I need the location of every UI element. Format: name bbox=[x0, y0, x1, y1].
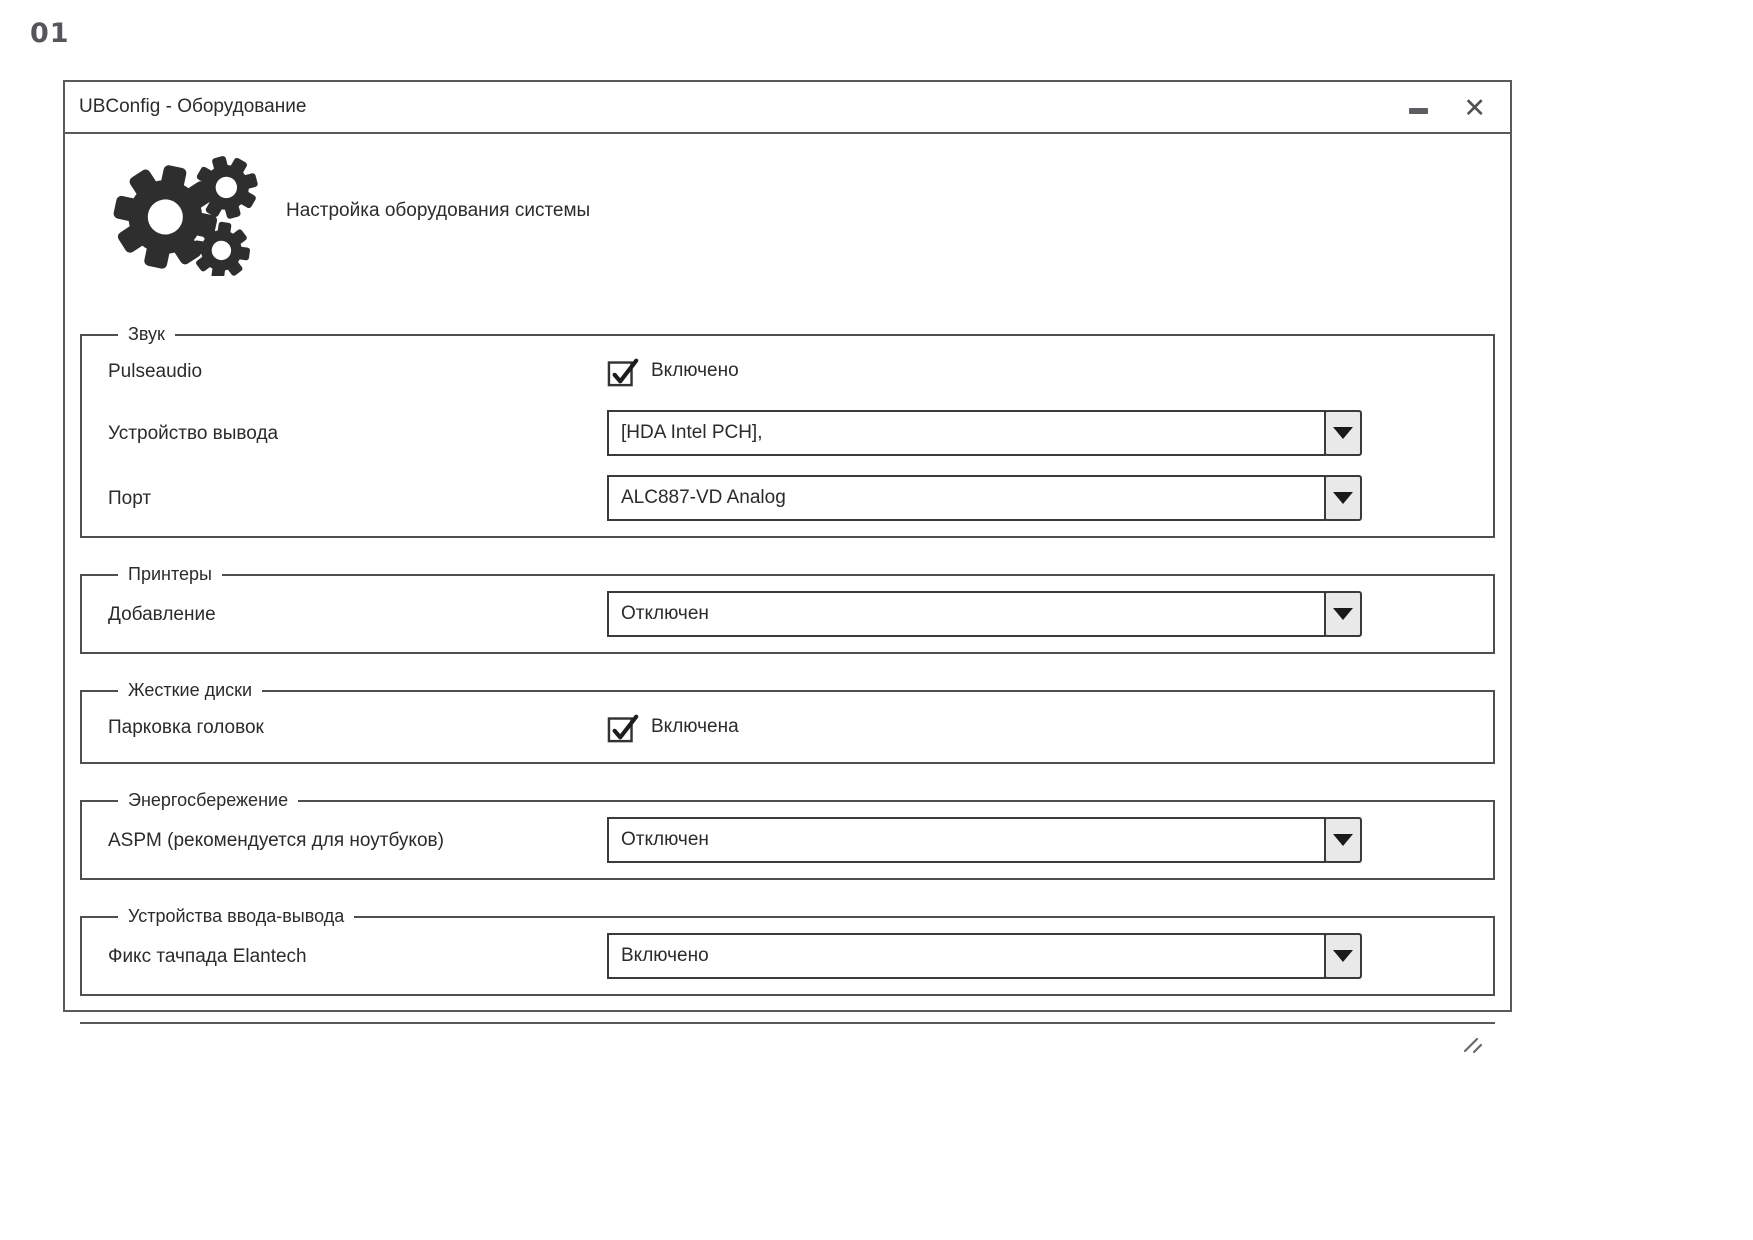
settings-row bbox=[108, 707, 1477, 747]
setting-label: Парковка головок bbox=[108, 717, 264, 738]
titlebar[interactable] bbox=[65, 82, 1510, 134]
settings-group-legend: Принтеры bbox=[128, 564, 212, 584]
settings-group bbox=[80, 564, 1495, 654]
dropdown[interactable] bbox=[607, 591, 1362, 637]
checkbox-icon bbox=[607, 711, 641, 743]
gears-icon bbox=[106, 152, 264, 276]
dropdown-arrow-button[interactable] bbox=[1324, 475, 1362, 521]
sections bbox=[80, 324, 1495, 1022]
settings-row bbox=[108, 475, 1477, 521]
settings-group-rows bbox=[108, 707, 1477, 747]
settings-group-legend: Устройства ввода-вывода bbox=[128, 906, 345, 926]
settings-group-rows bbox=[108, 817, 1477, 863]
dropdown-value[interactable]: Отключен bbox=[607, 591, 1326, 637]
checkbox[interactable] bbox=[607, 351, 739, 391]
settings-row bbox=[108, 817, 1477, 863]
setting-label: ASPM (рекомендуется для ноутбуков) bbox=[108, 830, 444, 851]
settings-row bbox=[108, 933, 1477, 979]
settings-group bbox=[80, 680, 1495, 764]
app-subtitle: Настройка оборудования системы bbox=[286, 200, 591, 221]
settings-group-legend: Жесткие диски bbox=[128, 680, 253, 700]
checkbox[interactable] bbox=[607, 707, 739, 747]
window-content bbox=[65, 134, 1510, 1066]
chevron-down-icon bbox=[1333, 492, 1353, 504]
dropdown-value[interactable]: [HDA Intel PCH], bbox=[607, 410, 1326, 456]
settings-group bbox=[80, 906, 1495, 996]
settings-group bbox=[80, 790, 1495, 880]
dropdown[interactable] bbox=[607, 817, 1362, 863]
dropdown[interactable] bbox=[607, 475, 1362, 521]
settings-row bbox=[108, 591, 1477, 637]
minimize-icon bbox=[1409, 108, 1428, 114]
settings-group-rows bbox=[108, 351, 1477, 521]
settings-row bbox=[108, 351, 1477, 391]
checkbox-caption: Включено bbox=[651, 360, 739, 381]
settings-group-rows bbox=[108, 933, 1477, 979]
ubconfig-window bbox=[63, 80, 1512, 1012]
chevron-down-icon bbox=[1333, 950, 1353, 962]
statusbar bbox=[80, 1022, 1495, 1066]
chevron-down-icon bbox=[1333, 608, 1353, 620]
minimize-button[interactable] bbox=[1407, 100, 1429, 122]
close-button[interactable]: ✕ bbox=[1463, 92, 1486, 123]
setting-label: Добавление bbox=[108, 604, 216, 625]
resize-grip-icon[interactable] bbox=[1461, 1035, 1485, 1055]
figure-label: 01 bbox=[30, 18, 70, 49]
settings-group-legend: Энергосбережение bbox=[128, 790, 289, 810]
dropdown-value[interactable]: Включено bbox=[607, 933, 1326, 979]
dropdown-arrow-button[interactable] bbox=[1324, 591, 1362, 637]
dropdown-value[interactable]: Отключен bbox=[607, 817, 1326, 863]
setting-label: Порт bbox=[108, 488, 152, 509]
dropdown-value[interactable]: ALC887-VD Analog bbox=[607, 475, 1326, 521]
checkbox-icon bbox=[607, 355, 641, 387]
checkbox-caption: Включена bbox=[651, 716, 739, 737]
settings-group-legend: Звук bbox=[128, 324, 165, 344]
settings-group bbox=[80, 324, 1495, 538]
app-header bbox=[106, 152, 1495, 276]
settings-group-rows bbox=[108, 591, 1477, 637]
setting-label: Фикс тачпада Elantech bbox=[108, 946, 307, 967]
setting-label: Pulseaudio bbox=[108, 361, 203, 382]
dropdown-arrow-button[interactable] bbox=[1324, 817, 1362, 863]
dropdown[interactable] bbox=[607, 410, 1362, 456]
dropdown[interactable] bbox=[607, 933, 1362, 979]
chevron-down-icon bbox=[1333, 834, 1353, 846]
setting-label: Устройство вывода bbox=[108, 423, 279, 444]
chevron-down-icon bbox=[1333, 427, 1353, 439]
dropdown-arrow-button[interactable] bbox=[1324, 933, 1362, 979]
dropdown-arrow-button[interactable] bbox=[1324, 410, 1362, 456]
settings-row bbox=[108, 410, 1477, 456]
window-title: UBConfig - Оборудование bbox=[79, 96, 307, 117]
